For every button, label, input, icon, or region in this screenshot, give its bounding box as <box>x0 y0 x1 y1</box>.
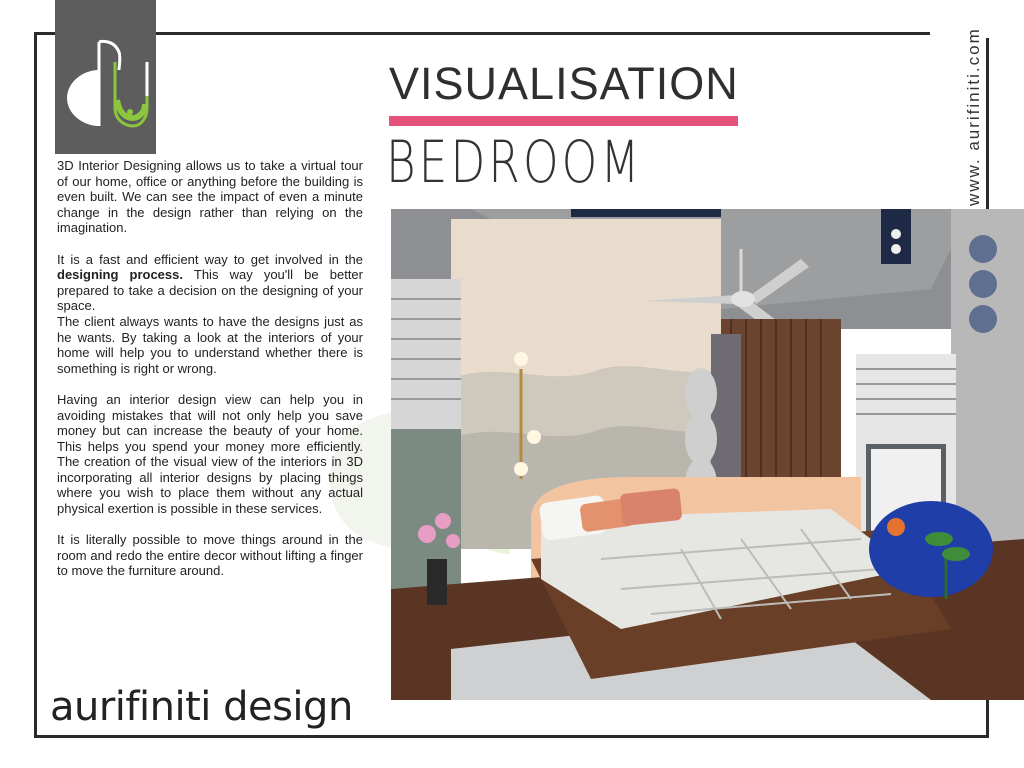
title-underline-bar <box>389 116 738 126</box>
room-subtitle: BEDROOM <box>386 128 643 196</box>
website-url-text: www. aurifiniti.com <box>964 27 983 206</box>
description-text <box>57 158 363 579</box>
bedroom-render-illustration <box>391 209 1024 700</box>
page-title: VISUALISATION <box>389 58 739 109</box>
paragraph-2 <box>57 252 363 314</box>
brand-logo <box>55 0 156 154</box>
paragraph-4: Having an interior design view can help you in avoiding mistakes that will not only help you save money but can increase the beauty of your home. This helps you spend your money more efficiently. The creation of the visual view of the interiors in 3D incorporating all interior designs by placing things where you wish to place them without any actual physical exertion is possible in these services. <box>57 391 363 517</box>
au-logo-icon <box>55 0 156 154</box>
paragraph-2-tail: This way you'll be better prepared to take a decision on the designing of your space. <box>57 267 363 314</box>
bedroom-render-image <box>391 209 1024 700</box>
paragraph-3: The client always wants to have the designs just as he wants. By taking a look at the interiors of your home will help you to understand whether there is something is right or wrong. <box>57 313 363 376</box>
paragraph-2-bold: designing process. <box>57 267 183 283</box>
paragraph-1: 3D Interior Designing allows us to take a virtual tour of our home, office or anything before the building is even built. We can see the impact of even a minute change in the design rather than relying on the imagination. <box>57 158 363 236</box>
paragraph-5: It is literally possible to move things around in the room and redo the entire decor without lifting a finger to move the furniture around. <box>57 532 363 579</box>
website-url[interactable] <box>962 27 986 210</box>
brand-wordmark: aurifiniti design <box>50 684 353 730</box>
paragraph-2-text: It is a fast and efficient way to get involved in the <box>57 251 363 267</box>
